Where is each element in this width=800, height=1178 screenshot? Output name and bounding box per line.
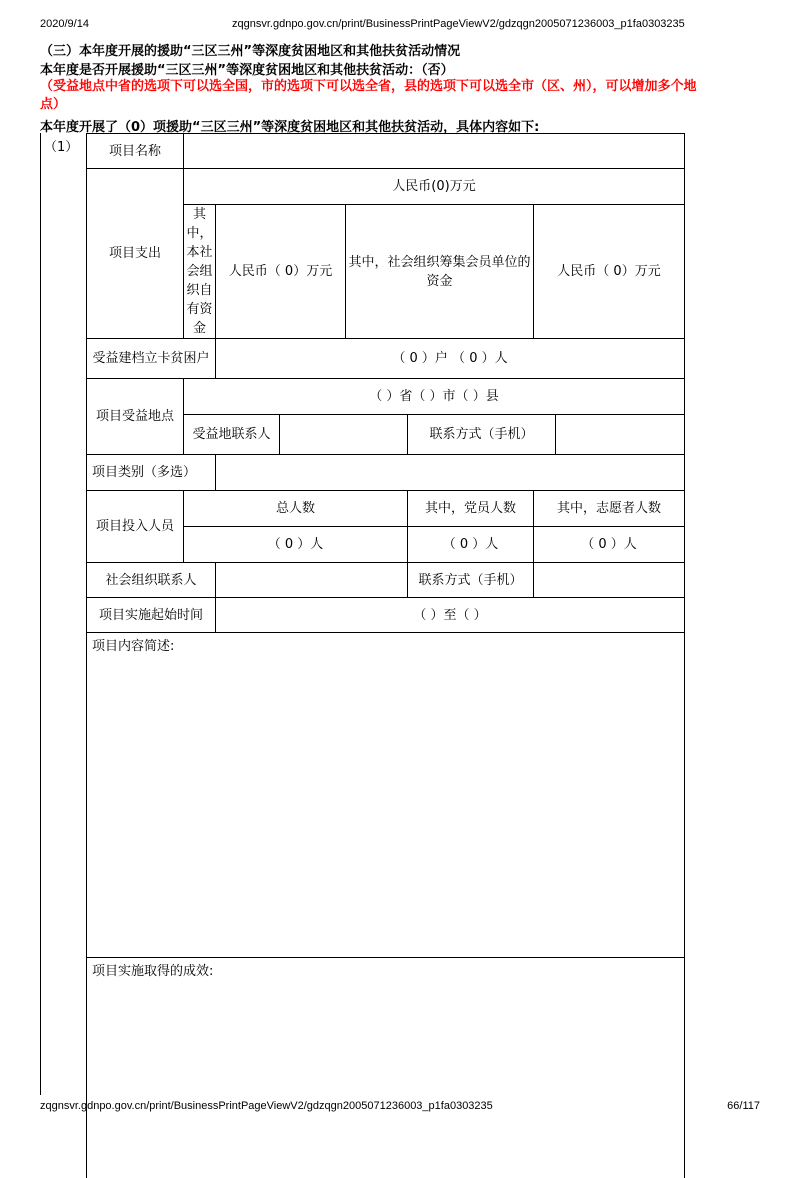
org-contact-value	[216, 563, 408, 598]
org-contact-label: 社会组织联系人	[87, 563, 216, 598]
project-form-table	[86, 133, 685, 1178]
category-value	[216, 455, 685, 491]
raised-funds-label: 其中，社会组织筹集会员单位的资金	[346, 205, 534, 339]
print-date: 2020/9/14	[40, 18, 89, 30]
location-label: 项目受益地点	[87, 379, 184, 455]
staff-label: 项目投入人员	[87, 491, 184, 563]
print-url-header: zqgnsvr.gdnpo.gov.cn/print/BusinessPrintPageViewV2/gdzqgn2005071236003_p1fa0303235	[232, 18, 685, 30]
org-phone-value	[534, 563, 685, 598]
location-phone-value	[556, 415, 685, 455]
location-note: （受益地点中省的选项下可以选全国，市的选项下可以选全省，县的选项下可以选全市（区、州），可以增加多个地点）	[40, 79, 697, 112]
raised-funds-value: 人民币（ 0）万元	[534, 205, 685, 339]
staff-total-label: 总人数	[184, 491, 408, 527]
project-name-value	[184, 134, 685, 169]
staff-volunteer-label: 其中，志愿者人数	[534, 491, 685, 527]
location-contact-value	[280, 415, 408, 455]
activity-count-line: 本年度开展了（0）项援助“三区三州”等深度贫困地区和其他扶贫活动，具体内容如下:	[40, 120, 540, 135]
period-value: （ ）至（ ）	[216, 598, 685, 633]
location-contact-label: 受益地联系人	[184, 415, 280, 455]
location-value: （ ）省（ ）市（ ）县	[184, 379, 685, 415]
org-phone-label: 联系方式（手机）	[408, 563, 534, 598]
category-label: 项目类别（多选）	[87, 455, 216, 491]
beneficiary-label: 受益建档立卡贫困户	[87, 339, 216, 379]
expense-total: 人民币(0)万元	[184, 169, 685, 205]
own-funds-value: 人民币（ 0）万元	[216, 205, 346, 339]
expense-label: 项目支出	[87, 169, 184, 339]
project-name-label: 项目名称	[87, 134, 184, 169]
section-title: （三）本年度开展的援助“三区三州”等深度贫困地区和其他扶贫活动情况	[40, 44, 461, 59]
staff-party-value: （ 0 ）人	[408, 527, 534, 563]
staff-total-value: （ 0 ）人	[184, 527, 408, 563]
item-frame-border	[40, 133, 41, 1095]
beneficiary-value: （ 0 ）户 （ 0 ）人	[216, 339, 685, 379]
content-summary-field: 项目内容简述:	[87, 633, 685, 958]
results-field: 项目实施取得的成效:	[87, 958, 685, 1178]
staff-volunteer-value: （ 0 ）人	[534, 527, 685, 563]
location-phone-label: 联系方式（手机）	[408, 415, 556, 455]
staff-party-label: 其中，党员人数	[408, 491, 534, 527]
item-number: （1）	[44, 140, 79, 155]
page-number: 66/117	[727, 1100, 760, 1112]
activity-question: 本年度是否开展援助“三区三州”等深度贫困地区和其他扶贫活动：（否）	[40, 63, 454, 78]
period-label: 项目实施起始时间	[87, 598, 216, 633]
print-url-footer: zqgnsvr.gdnpo.gov.cn/print/BusinessPrintPageViewV2/gdzqgn2005071236003_p1fa0303235	[40, 1100, 493, 1112]
own-funds-label: 其中，本社会组织自有资金	[184, 205, 216, 339]
